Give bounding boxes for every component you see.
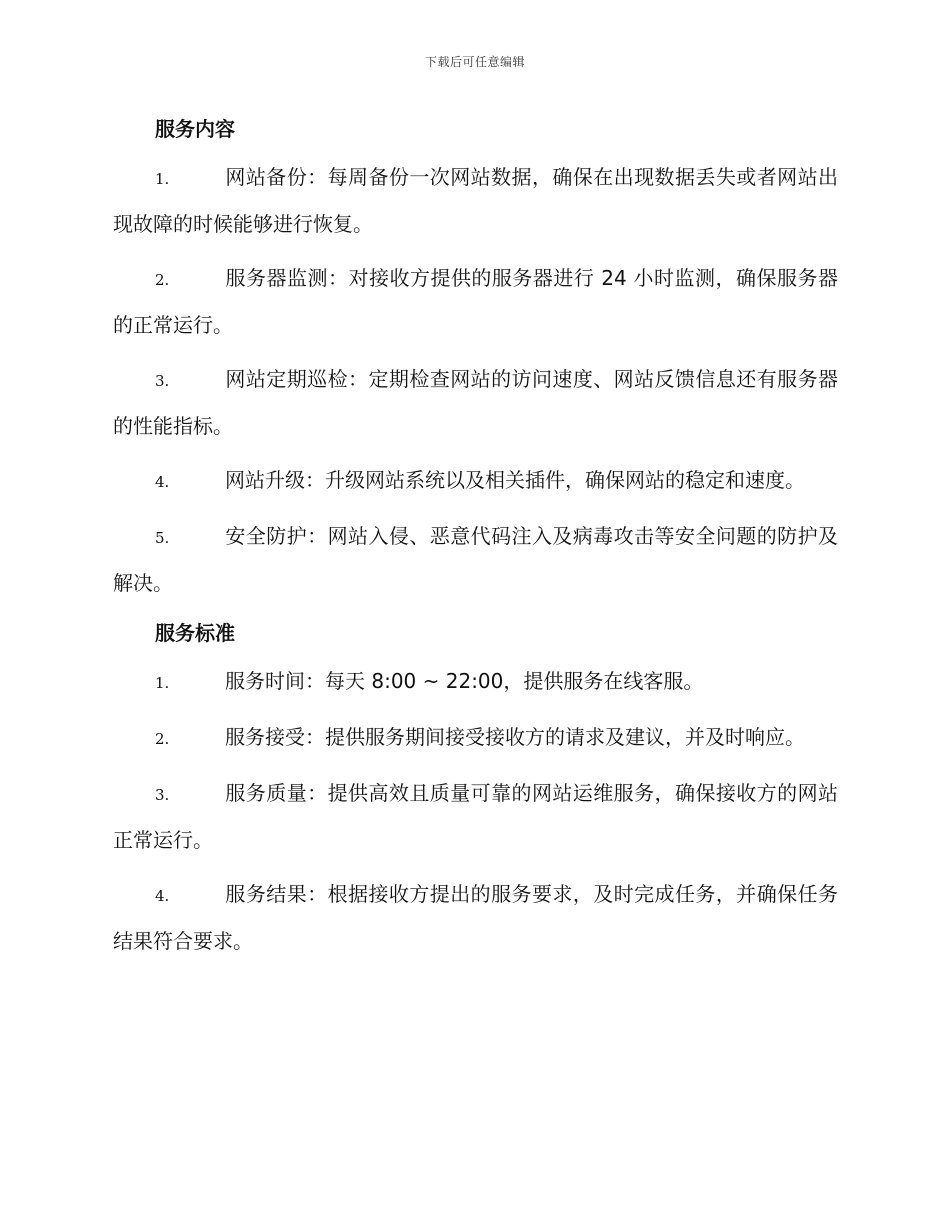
item-number: 3. (155, 786, 170, 804)
list-item (113, 256, 838, 348)
list-item (113, 514, 838, 606)
item-separator: ： (327, 266, 349, 290)
item-title: 网站备份 (225, 165, 308, 189)
item-body: 升级网站系统以及相关插件，确保网站的稳定和速度。 (325, 468, 805, 492)
item-title: 服务时间 (225, 669, 305, 693)
item-separator: ： (305, 468, 325, 492)
item-number: 4. (155, 887, 170, 905)
list-item (113, 458, 838, 505)
header-note: 下载后可任意编辑 (424, 55, 525, 69)
item-title: 网站定期巡检 (225, 367, 349, 391)
list-item (113, 155, 838, 247)
item-separator: ： (307, 524, 328, 548)
item-title: 服务结果 (225, 882, 308, 906)
list-item (113, 771, 838, 863)
item-separator: ： (305, 669, 325, 693)
item-title: 服务接受 (225, 725, 305, 749)
item-body: 提供服务期间接受接收方的请求及建议，并及时响应。 (325, 725, 805, 749)
item-number: 5. (155, 529, 170, 547)
item-separator: ： (305, 725, 325, 749)
item-number: 3. (155, 372, 170, 390)
item-body: 每天 8:00 ~ 22:00，提供服务在线客服。 (325, 669, 704, 693)
section-heading-service-standard: 服务标准 (155, 621, 235, 645)
item-number: 1. (155, 674, 170, 692)
item-separator: ： (307, 882, 328, 906)
item-body: 每周备份一次网站数据，确保在出现数据丢失或者网站出现故障的时候能够进行恢复。 (113, 165, 839, 236)
item-separator: ： (307, 165, 328, 189)
list-item (113, 715, 838, 762)
item-body: 根据接收方提出的服务要求，及时完成任务，并确保任务结果符合要求。 (113, 882, 839, 953)
item-title: 服务器监测 (225, 266, 328, 290)
item-number: 2. (155, 730, 170, 748)
item-body: 对接收方提供的服务器进行 24 小时监测，确保服务器的正常运行。 (113, 266, 839, 337)
list-item (113, 659, 838, 706)
item-number: 2. (155, 271, 170, 289)
document-body (113, 112, 838, 964)
item-title: 服务质量 (225, 781, 308, 805)
item-title: 安全防护 (225, 524, 308, 548)
list-item (113, 872, 838, 964)
list-item (113, 357, 838, 449)
item-body: 提供高效且质量可靠的网站运维服务，确保接收方的网站正常运行。 (113, 781, 839, 852)
item-separator: ： (348, 367, 369, 391)
item-number: 1. (155, 170, 170, 188)
section-heading-service-content: 服务内容 (155, 117, 235, 141)
item-separator: ： (307, 781, 328, 805)
item-body: 网站入侵、恶意代码注入及病毒攻击等安全问题的防护及解决。 (113, 524, 839, 595)
item-body: 定期检查网站的访问速度、网站反馈信息还有服务器的性能指标。 (113, 367, 839, 438)
item-title: 网站升级 (225, 468, 305, 492)
item-number: 4. (155, 473, 170, 491)
